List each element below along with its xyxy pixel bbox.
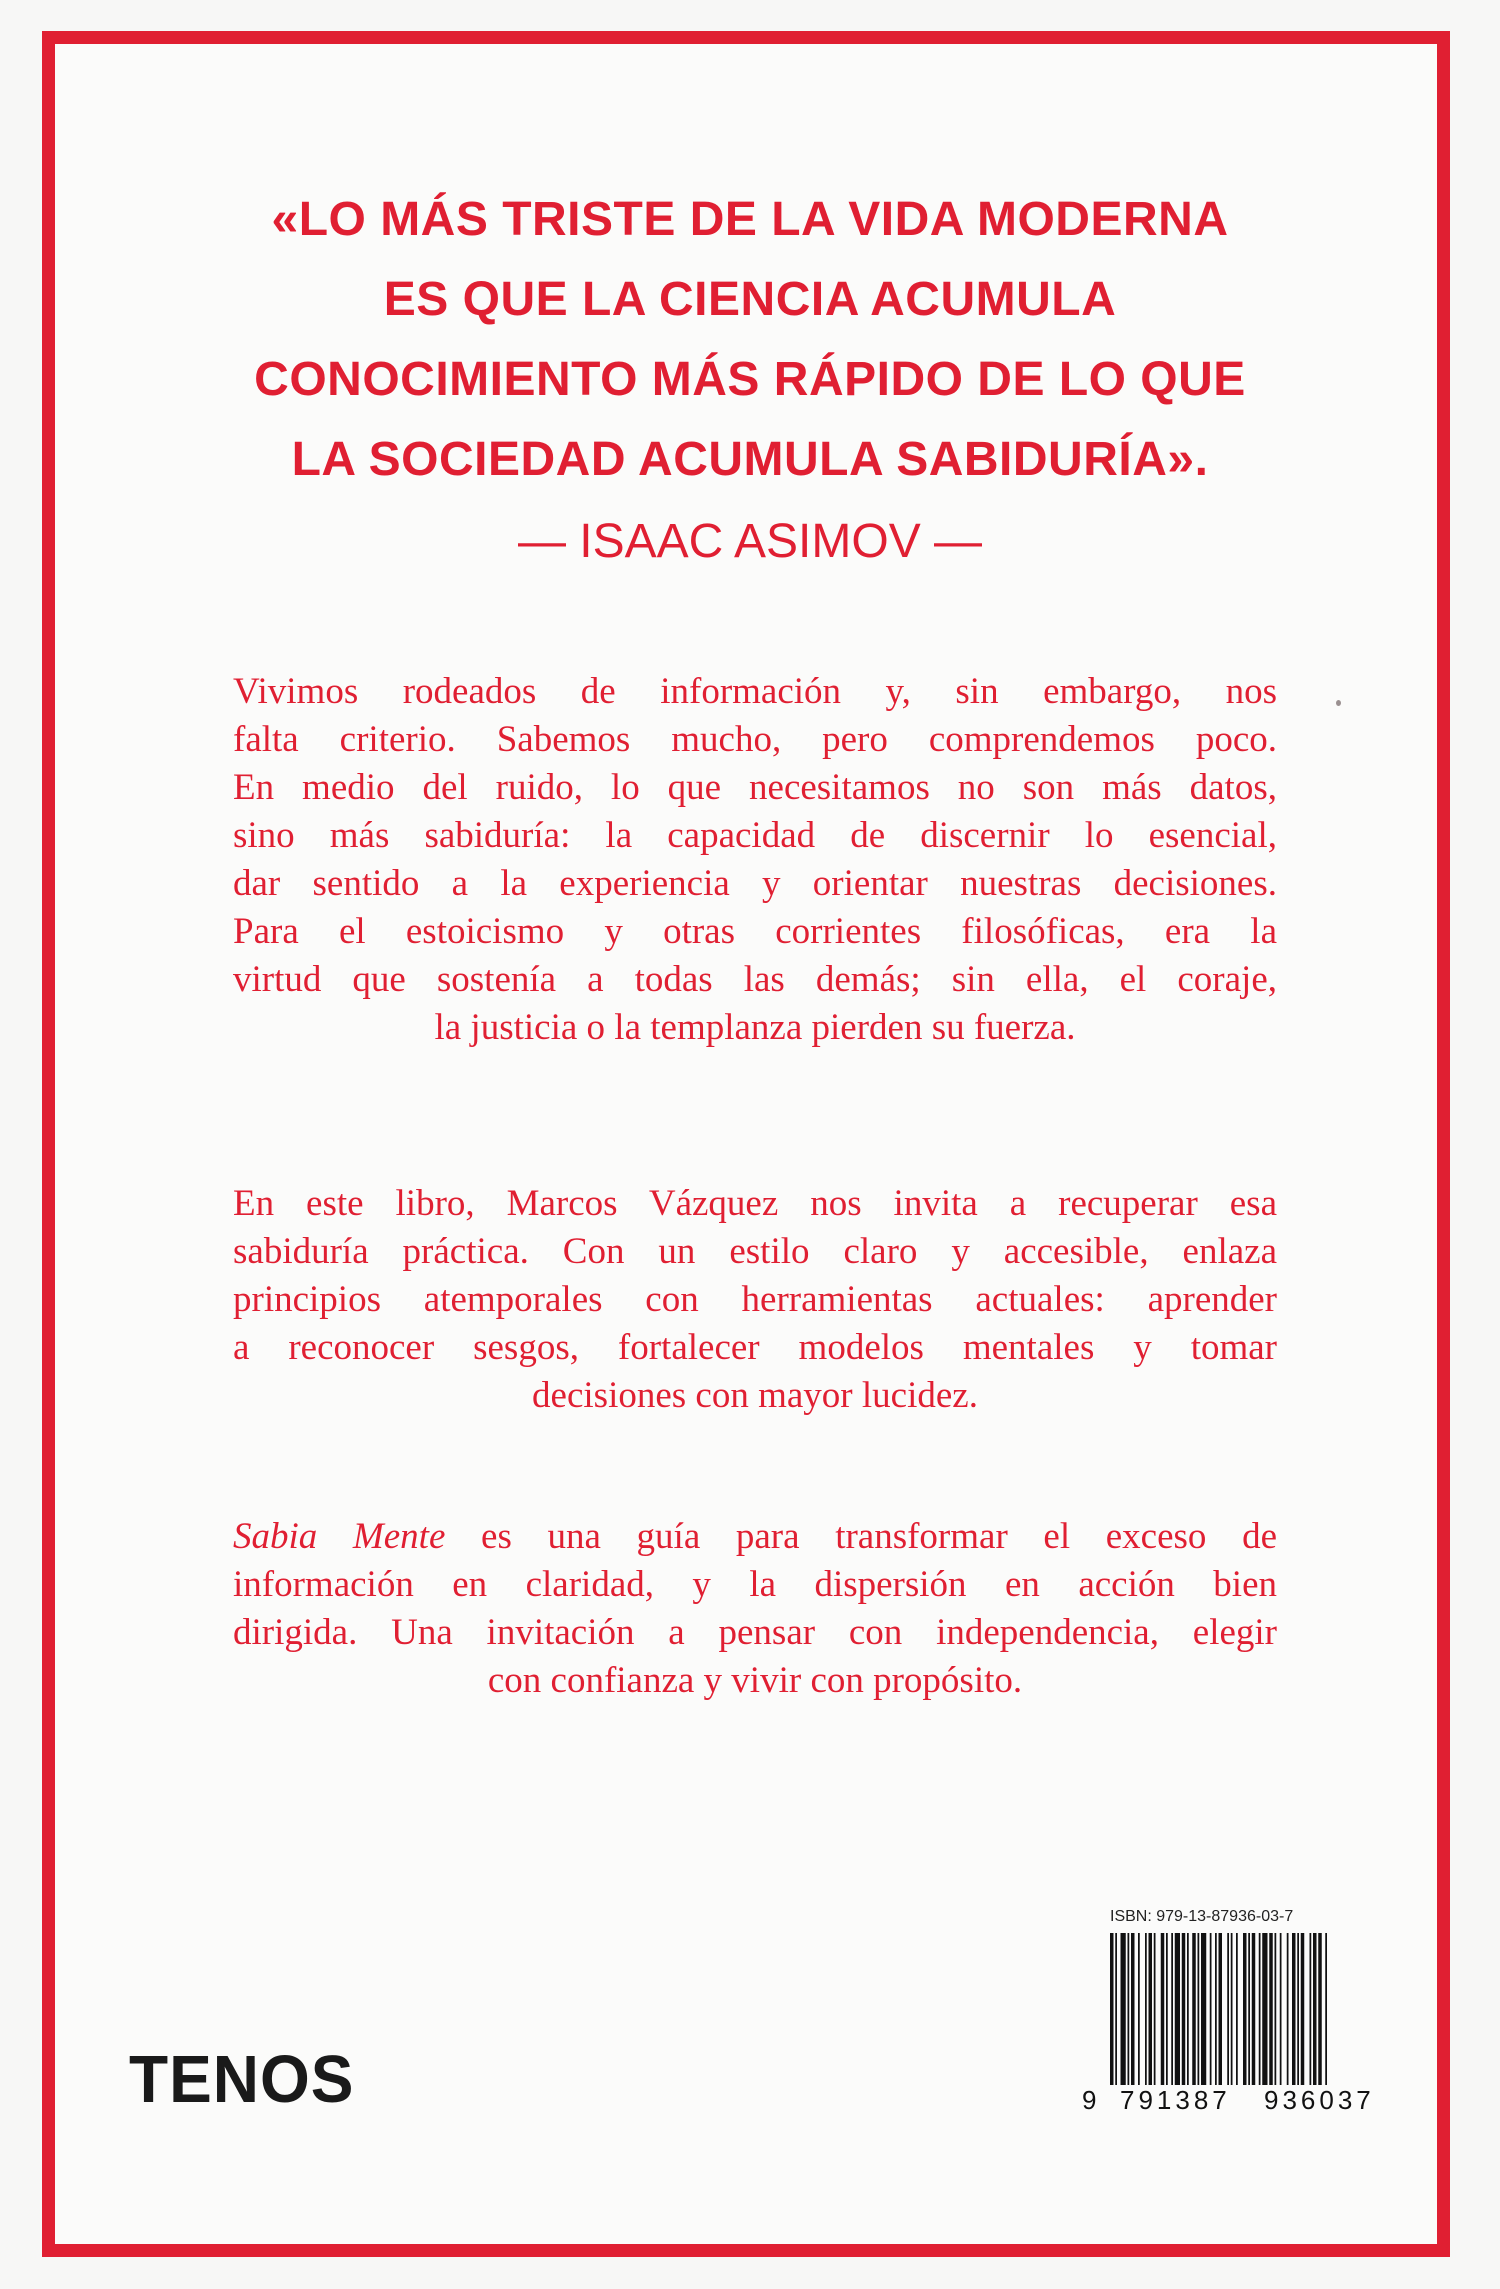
text-line: dirigida. Una invitación a pensar con independencia, elegir (233, 1612, 1277, 1653)
barcode-lead-digit: 9 (1082, 2085, 1097, 2115)
barcode-bar (1313, 1933, 1317, 2085)
blurb-paragraph-1 (233, 668, 1277, 1052)
text-line: dar sentido a la experiencia y orientar nuestras decisiones. (233, 863, 1277, 904)
quote-line: «LO MÁS TRISTE DE LA VIDA MODERNA (271, 193, 1229, 246)
text-line: información en claridad, y la dispersión en acción bien (233, 1564, 1277, 1605)
barcode-bar (1161, 1933, 1165, 2085)
barcode-bar (1115, 1933, 1117, 2085)
barcode-bar (1138, 1933, 1140, 2085)
barcode-bar (1325, 1933, 1327, 2085)
paper-speck (1336, 700, 1341, 706)
barcode-bar (1210, 1933, 1212, 2085)
text-fragment: es una guía para transformar el exceso de (445, 1516, 1277, 1557)
barcode-bar (1236, 1933, 1238, 2085)
barcode-bar (1128, 1933, 1130, 2085)
barcode-bar (1301, 1933, 1305, 2085)
text-line: virtud que sostenía a todas las demás; sin ella, el coraje, (233, 959, 1277, 1000)
barcode-bar (1131, 1933, 1135, 2085)
barcode-bar (1252, 1933, 1256, 2085)
barcode-bar (1149, 1933, 1153, 2085)
text-line: a reconocer sesgos, fortalecer modelos mentales y tomar (233, 1327, 1277, 1368)
quote-line: LA SOCIEDAD ACUMULA SABIDURÍA». (291, 433, 1209, 486)
barcode-bar (1175, 1933, 1180, 2085)
barcode-bar (1182, 1933, 1186, 2085)
barcode-image (1108, 1933, 1406, 2085)
book-title-italic: Sabia Mente (233, 1516, 446, 1557)
barcode-bar (1121, 1933, 1126, 2085)
text-line (233, 1513, 1277, 1561)
barcode-digit-group: 791387 (1120, 2085, 1231, 2115)
quote-line: ES QUE LA CIENCIA ACUMULA (383, 273, 1117, 326)
barcode-bar (1110, 1933, 1114, 2085)
text-line: decisiones con mayor lucidez. (532, 1375, 978, 1416)
barcode-bar (1275, 1933, 1277, 2085)
text-line: sino más sabiduría: la capacidad de discernir lo esencial, (233, 815, 1277, 856)
barcode-bar (1318, 1933, 1322, 2085)
barcode-bar (1287, 1933, 1289, 2085)
barcode-bar (1280, 1933, 1282, 2085)
barcode-bar (1259, 1933, 1261, 2085)
barcode-bar (1219, 1933, 1223, 2085)
barcode-bar (1231, 1933, 1233, 2085)
epigraph-quote (150, 180, 1350, 500)
barcode-bar (1243, 1933, 1247, 2085)
barcode-bar (1269, 1933, 1273, 2085)
barcode-bar (1192, 1933, 1196, 2085)
barcode-bar (1292, 1933, 1296, 2085)
barcode-bar (1310, 1933, 1312, 2085)
barcode-bar (1262, 1933, 1267, 2085)
publisher-logo: TENOS (129, 2041, 355, 2117)
text-line: Para el estoicismo y otras corrientes filosóficas, era la (233, 911, 1277, 952)
text-line: En este libro, Marcos Vázquez nos invita a recuperar esa (233, 1183, 1277, 1224)
text-line: con confianza y vivir con propósito. (487, 1660, 1023, 1701)
barcode-bar (1201, 1933, 1206, 2085)
text-line: sabiduría práctica. Con un estilo claro y accesible, enlaza (233, 1231, 1277, 1272)
barcode-bar (1227, 1933, 1229, 2085)
barcode-bar (1215, 1933, 1217, 2085)
barcode-bar (1166, 1933, 1168, 2085)
quote-author: — ISAAC ASIMOV — (517, 515, 983, 568)
isbn-label: ISBN: 979-13-87936-03-7 (1110, 1908, 1294, 1925)
text-line: Vivimos rodeados de información y, sin embargo, nos (233, 671, 1277, 712)
text-line: falta criterio. Sabemos mucho, pero comprendemos poco. (233, 719, 1277, 760)
text-line: la justicia o la templanza pierden su fuerza. (434, 1007, 1076, 1048)
barcode-bar (1297, 1933, 1299, 2085)
barcode-digit-group: 936037 (1264, 2085, 1375, 2115)
text-line: En medio del ruido, lo que necesitamos no son más datos, (233, 767, 1277, 808)
blurb-paragraph-2 (233, 1180, 1277, 1420)
quote-line: CONOCIMIENTO MÁS RÁPIDO DE LO QUE (254, 353, 1246, 406)
text-line: principios atemporales con herramientas actuales: aprender (233, 1279, 1277, 1320)
barcode-bar (1171, 1933, 1173, 2085)
barcode-bar (1187, 1933, 1189, 2085)
barcode-bar (1154, 1933, 1156, 2085)
barcode-bar (1145, 1933, 1147, 2085)
barcode-bar (1198, 1933, 1200, 2085)
blurb-paragraph-3 (233, 1513, 1277, 1705)
barcode-bar (1248, 1933, 1250, 2085)
